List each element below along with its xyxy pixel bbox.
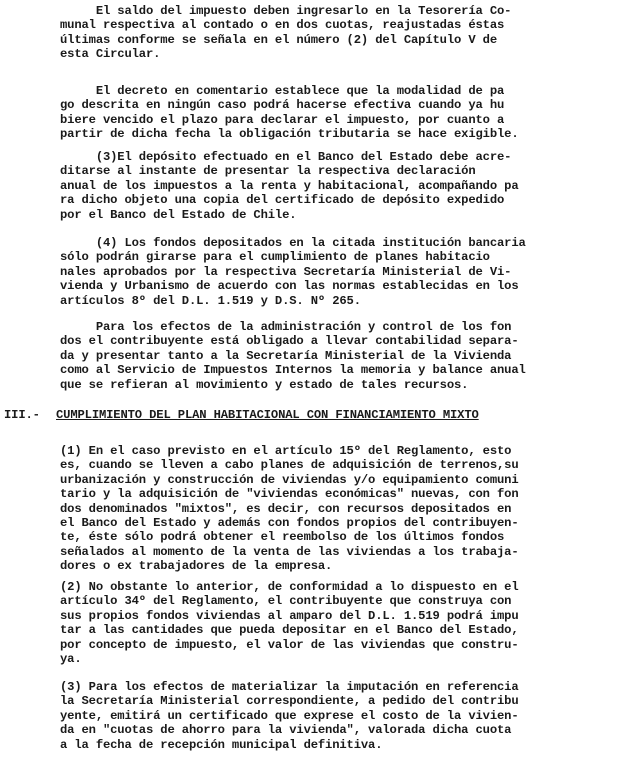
paragraph-caso-previsto: (1) En el caso previsto en el artículo 15º del Reglamento, esto es, cuando se lleven a cabo planes de adquisición de terrenos,su urbanización y construcción de viviendas y/o equipamiento comuni tario y la adquisición de "viviendas económicas" nuevas, con fon dos denominados "mixtos", es decir, con recursos depositados en el Banco del Estado y además con fondos propios del contribuyen- te, éste sólo podrá obtener el reembolso de los últimos fondos señalados al momento de la venta de las viviendas a los trabaja- dores o ex trabajadores de la empresa. bbox=[60, 444, 519, 574]
paragraph-deposito-banco: (3)El depósito efectuado en el Banco del Estado debe acre- ditarse al instante de presentar la respectiva declaración anual de los impuestos a la renta y habitacional, acompañando pa ra dicho objeto una copia del certificado de depósito expedido por el Banco del Estado de Chile. bbox=[60, 150, 519, 222]
paragraph-no-obstante: (2) No obstante lo anterior, de conformidad a lo dispuesto en el artículo 34º del Reglamento, el contribuyente que construya con sus propios fondos viviendas al amparo del D.L. 1.519 podrá impu tar a las cantidades que pueda depositar en el Banco del Estado, por concepto de impuesto, el valor de las viviendas que constru- ya. bbox=[60, 580, 519, 667]
paragraph-fondos-depositados: (4) Los fondos depositados en la citada institución bancaria sólo podrán girarse para el cumplimiento de planes habitacio nales aprobados por la respectiva Secretaría Ministerial de Vi- vienda y Urbanismo de acuerdo con las normas establecidas en los artículos 8º del D.L. 1.519 y D.S. Nº 265. bbox=[60, 236, 526, 308]
paragraph-decreto-comentario: El decreto en comentario establece que la modalidad de pa go descrita en ningún caso podrá hacerse efectiva cuando ya hu biere vencido el plazo para declarar el impuesto, por cuanto a partir de dicha fecha la obligación tributaria se hace exigible. bbox=[60, 84, 519, 142]
paragraph-imputacion: (3) Para los efectos de materializar la imputación en referencia la Secretaría Ministerial correspondiente, a pedido del contribu yente, emitirá un certificado que exprese el costo de la vivien- da en "cuotas de ahorro para la vivienda", valorada dicha cuota a la fecha de recepción municipal definitiva. bbox=[60, 680, 519, 752]
section-number: III.- bbox=[4, 408, 40, 422]
section-title: CUMPLIMIENTO DEL PLAN HABITACIONAL CON FINANCIAMIENTO MIXTO bbox=[56, 408, 479, 422]
paragraph-administracion-control: Para los efectos de la administración y control de los fon dos el contribuyente está obligado a llevar contabilidad separa- da y presentar tanto a la Secretaría Ministerial de la Vivienda como al Servicio de Impuestos Internos la memoria y balance anual que se refieran al movimiento y estado de tales recursos. bbox=[60, 320, 526, 392]
paragraph-saldo-impuesto: El saldo del impuesto deben ingresarlo en la Tesorería Co- munal respectiva al contado o en dos cuotas, reajustadas éstas últimas conforme se señala en el número (2) del Capítulo V de esta Circular. bbox=[60, 4, 512, 62]
